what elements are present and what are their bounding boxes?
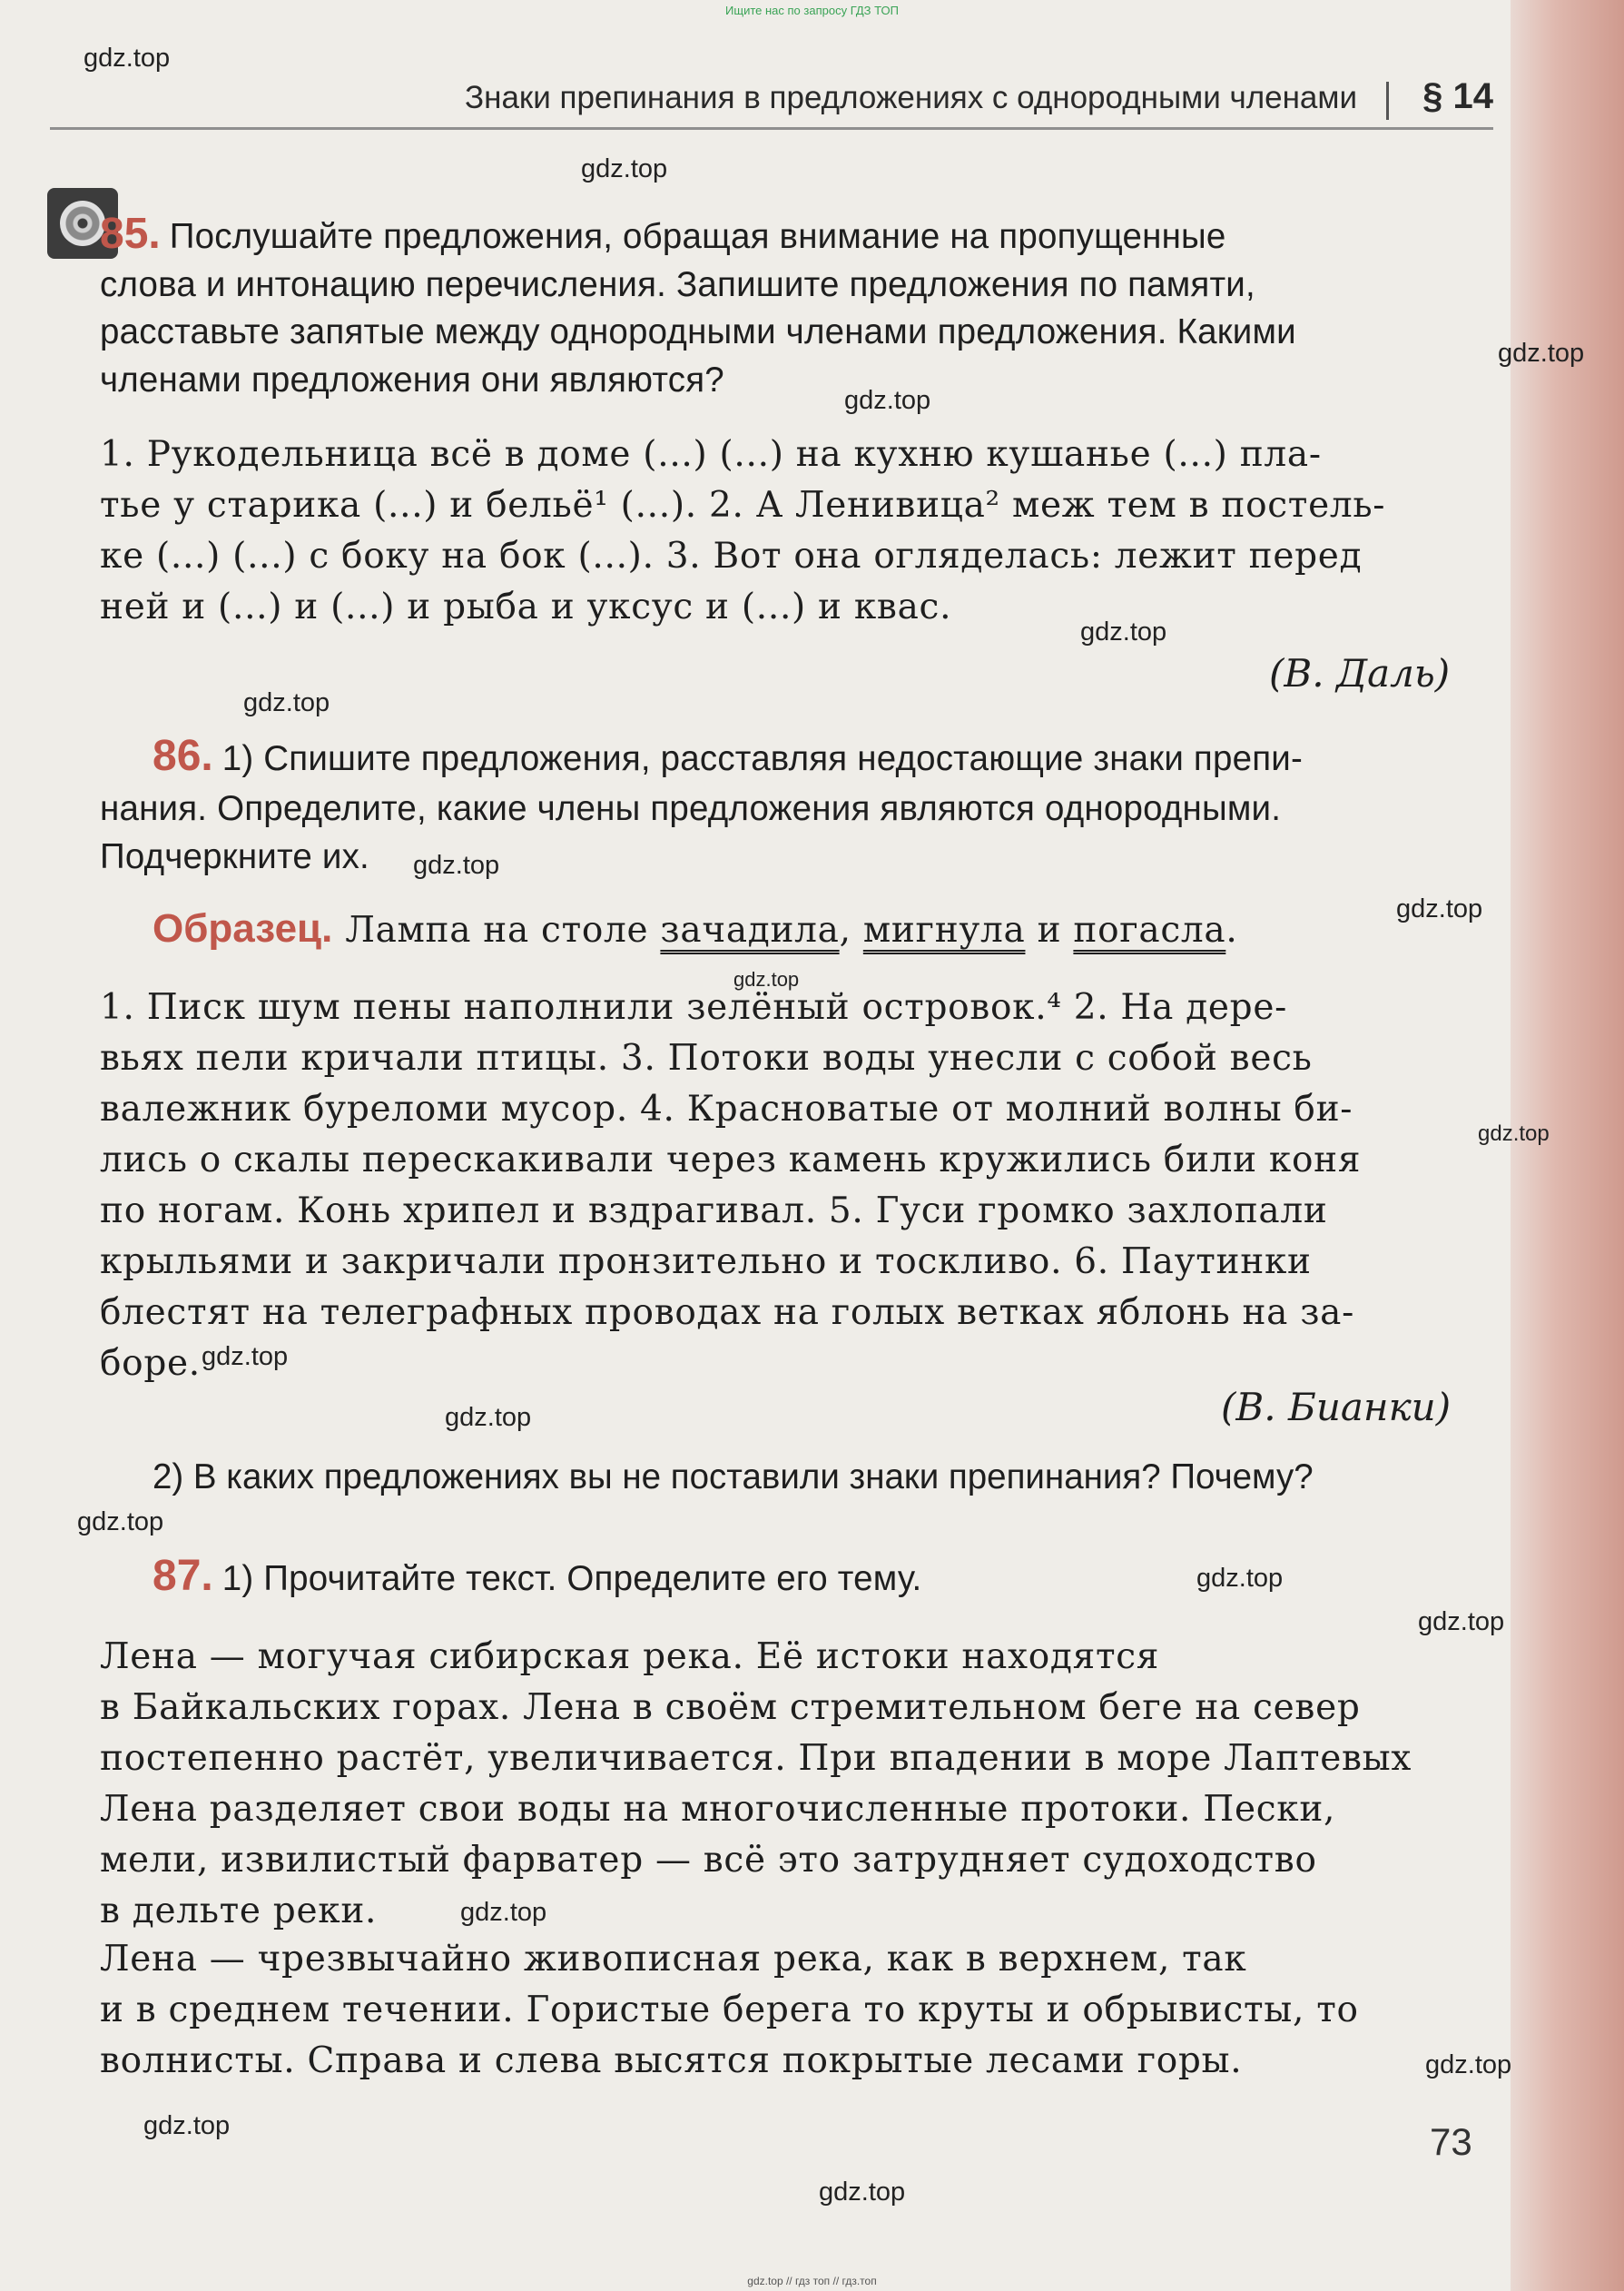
watermark: gdz.top — [202, 1342, 289, 1371]
exercise-86-task1: 86. 1) Спишите предложения, расставляя недостающие знаки препи- — [153, 732, 1303, 780]
underlined-word: погасла — [1073, 910, 1226, 951]
watermark: gdz.top — [581, 154, 668, 183]
underlined-word: мигнула — [862, 910, 1026, 951]
exercise-86-task2: 2) В каких предложениях вы не поставили знаки препинания? Почему? — [153, 1457, 1314, 1496]
author-dal: (В. Даль) — [1269, 651, 1451, 696]
underlined-word: зачадила — [660, 910, 840, 951]
exercise-85-text: 1. Рукодельница всё в доме (...) (...) на кухню кушанье (...) пла- тье у старика (...) и бельё¹ (...). 2. А Ленивица² меж тем в постель- ке (...) (...) с боку на бок (...). 3. Вот она огляделась: лежит перед ней и (...) и (...) и рыба и уксус и (...) и квас. — [100, 434, 1386, 627]
sample-sentence: Образец. Лампа на столе зачадила, мигнула и погасла. — [153, 906, 1238, 951]
watermark: gdz.top — [1418, 1607, 1505, 1636]
watermark: gdz.top — [460, 1898, 547, 1927]
exercise-87-text-paragraph2: Лена — чрезвычайно живописная река, как в верхнем, так и в среднем течении. Гористые берега то круты и обрывисты, то волнисты. Справа и слева высятся покрытые лесами горы. — [100, 1939, 1359, 2081]
exercise-number: 85. — [100, 210, 161, 258]
section-number: § 14 — [1422, 76, 1493, 116]
watermark: gdz.top — [413, 851, 500, 880]
bottom-watermark: gdz.top // гдз топ // гдз.топ — [747, 2275, 877, 2287]
watermark: gdz.top — [243, 688, 330, 717]
watermark: gdz.top — [445, 1403, 532, 1432]
watermark: gdz.top — [844, 386, 931, 415]
watermark: gdz.top — [1478, 1121, 1550, 1146]
watermark: gdz.top — [1425, 2050, 1512, 2079]
page-number: 73 — [1430, 2120, 1472, 2163]
watermark: gdz.top — [143, 2111, 231, 2140]
author-bianki: (В. Бианки) — [1221, 1385, 1452, 1429]
watermark: gdz.top — [1196, 1564, 1284, 1593]
watermark: gdz.top — [733, 968, 800, 991]
exercise-87-task1: 87. 1) Прочитайте текст. Определите его тему. — [153, 1552, 922, 1600]
header-separator — [1386, 82, 1389, 120]
watermark: gdz.top — [819, 2177, 906, 2207]
exercise-87-text: Лена — могучая сибирская река. Её истоки находятся в Байкальских горах. Лена в своём стремительном беге на север постепенно растёт, увеличивается. При впадении в море Лаптевых Лена разделяет свои воды на многочисленные протоки. Пески, мели, извилистый фарватер — всё это затрудняет судоходство в дельте реки. — [100, 1636, 1412, 1931]
running-header — [50, 73, 1493, 130]
watermark: gdz.top — [84, 44, 171, 73]
watermark: gdz.top — [1080, 617, 1167, 647]
watermark: gdz.top — [1498, 339, 1585, 368]
exercise-85-instruction: 85. Послушайте предложения, обращая внимание на пропущенные слова и интонацию перечисления. Запишите предложения по памяти, расставьте запятые между однородными членами предложения. Какими членами предложения они являются? — [100, 210, 1296, 400]
watermark: gdz.top — [77, 1507, 164, 1536]
watermark: gdz.top — [1396, 894, 1483, 923]
header-title: Знаки препинания в предложениях с однородными членами — [464, 80, 1357, 115]
sample-label: Образец. — [153, 906, 333, 951]
exercise-number: 87. — [153, 1552, 213, 1600]
exercise-86-text: 1. Писк шум пены наполнили зелёный островок.⁴ 2. На дере- вьях пели кричали птицы. 3. Потоки воды унесли с собой весь валежник буреломи мусор. 4. Красноватые от молний волны би- лись о скалы перескакивали через камень кружились били коня по ногам. Конь хрипел и вздрагивал. 5. Гуси громко захлопали крыльями и закричали пронзительно и тоскливо. 6. Паутинки блестят на телеграфных проводах на голых ветках яблонь на за- боре. — [100, 987, 1362, 1384]
top-watermark: Ищите нас по запросу ГДЗ ТОП — [725, 4, 899, 17]
exercise-number: 86. — [153, 732, 213, 780]
exercise-86-task1-cont: нания. Определите, какие члены предложения являются однородными. Подчеркните их. — [100, 789, 1282, 876]
